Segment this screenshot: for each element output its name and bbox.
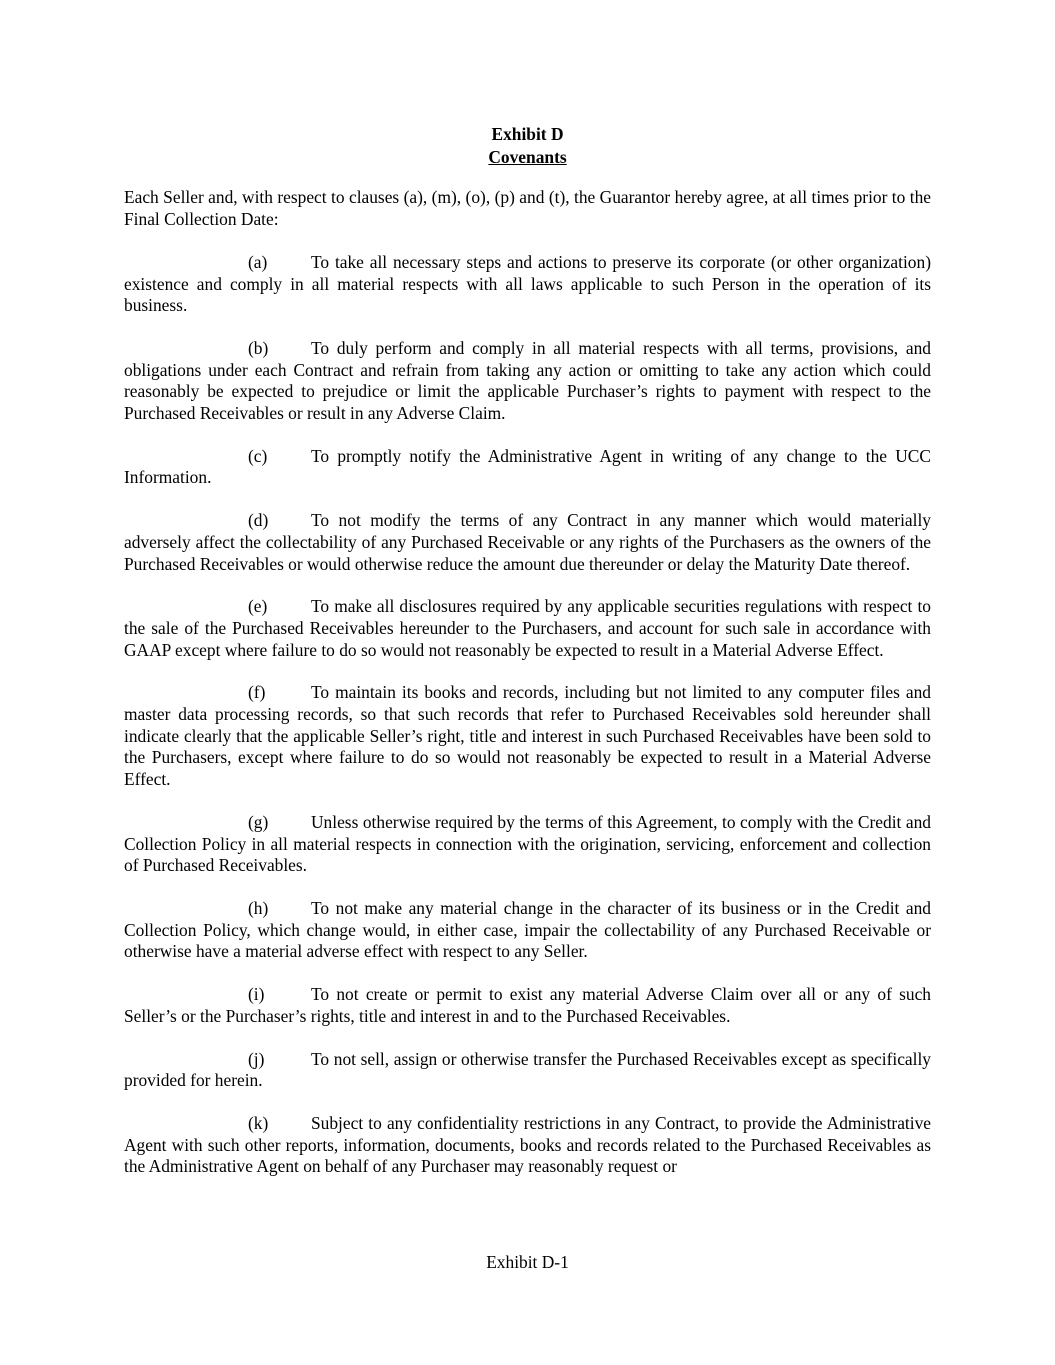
clause-label: (g) <box>248 811 269 832</box>
clause-label: (h) <box>248 897 269 918</box>
clause-text: To take all necessary steps and actions to preserve its corporate (or other organization) existence and comply in all material respects with all laws applicable to such Person in the operation of its business. <box>124 251 931 316</box>
clause-text: To not modify the terms of any Contract in any manner which would materially adversely affect the collectability of any Purchased Receivable or any rights of the Purchasers as the owners of the Purchased Receivables or would otherwise reduce the amount due thereunder or delay the Maturity Date thereof. <box>124 510 931 574</box>
clause-b <box>124 338 931 425</box>
clause-label: (a) <box>248 251 268 272</box>
clause-text: To not sell, assign or otherwise transfer the Purchased Receivables except as specifically provided for herein. <box>124 1048 931 1091</box>
clause-label: (j) <box>248 1048 265 1069</box>
clause-h <box>124 898 931 963</box>
clause-text: To not make any material change in the character of its business or in the Credit and Collection Policy, which change would, in either case, impair the collectability of any Purchased Receivable or otherwise have a material adverse effect with respect to any Seller. <box>124 897 931 962</box>
clause-text: Subject to any confidentiality restrictions in any Contract, to provide the Administrative Agent with such other reports, information, documents, books and records related to the Purchased Receivables as the Administrative Agent on behalf of any Purchaser may reasonably request or <box>124 1112 931 1177</box>
page-footer: Exhibit D-1 <box>486 1252 569 1272</box>
clause-label: (b) <box>248 337 269 358</box>
clause-k <box>124 1113 931 1178</box>
clause-text: Unless otherwise required by the terms of this Agreement, to comply with the Credit and Collection Policy in all material respects in connection with the origination, servicing, enforcement and collection of Purchased Receivables. <box>124 811 931 876</box>
clause-e <box>124 596 931 661</box>
clause-text: To promptly notify the Administrative Agent in writing of any change to the UCC Information. <box>124 445 931 488</box>
clause-label: (k) <box>248 1112 269 1133</box>
clause-label: (i) <box>248 984 265 1005</box>
clause-f <box>124 682 931 791</box>
clause-i <box>124 984 931 1027</box>
clause-label: (f) <box>248 682 266 703</box>
clause-text: To make all disclosures required by any applicable securities regulations with respect to the sale of the Purchased Receivables hereunder to the Purchasers, and account for such sale in accordance with GAAP except where failure to do so would not reasonably be expected to result in a Material Adverse Effect. <box>124 596 931 660</box>
clause-text: To duly perform and comply in all material respects with all terms, provisions, and obligations under each Contract and refrain from taking any action or omitting to take any action which could reasonably be expected to prejudice or limit the applicable Purchaser’s rights to payment with respect to the Purchased Receivables or result in any Adverse Claim. <box>124 337 931 424</box>
document-body <box>124 124 931 1178</box>
clause-label: (e) <box>248 596 268 617</box>
exhibit-subtitle: Covenants <box>488 146 567 167</box>
clause-g <box>124 812 931 877</box>
exhibit-title: Exhibit D <box>491 124 564 144</box>
clause-a <box>124 252 931 317</box>
clause-d <box>124 510 931 575</box>
clause-j <box>124 1049 931 1092</box>
clause-c <box>124 446 931 489</box>
clause-text: To not create or permit to exist any material Adverse Claim over all or any of such Seller’s or the Purchaser’s rights, title and interest in and to the Purchased Receivables. <box>124 984 931 1026</box>
clause-text: To maintain its books and records, including but not limited to any computer files and master data processing records, so that such records that refer to Purchased Receivables sold hereunder shall indicate clearly that the applicable Seller’s right, title and interest in such Purchased Receivables have been sold to the Purchasers, except where failure to do so would not reasonably be expected to result in a Material Adverse Effect. <box>124 682 931 790</box>
intro-paragraph: Each Seller and, with respect to clauses (a), (m), (o), (p) and (t), the Guarantor hereby agree, at all times prior to the Final Collection Date: <box>124 187 931 230</box>
clause-label: (c) <box>248 445 268 466</box>
clause-label: (d) <box>248 510 269 531</box>
